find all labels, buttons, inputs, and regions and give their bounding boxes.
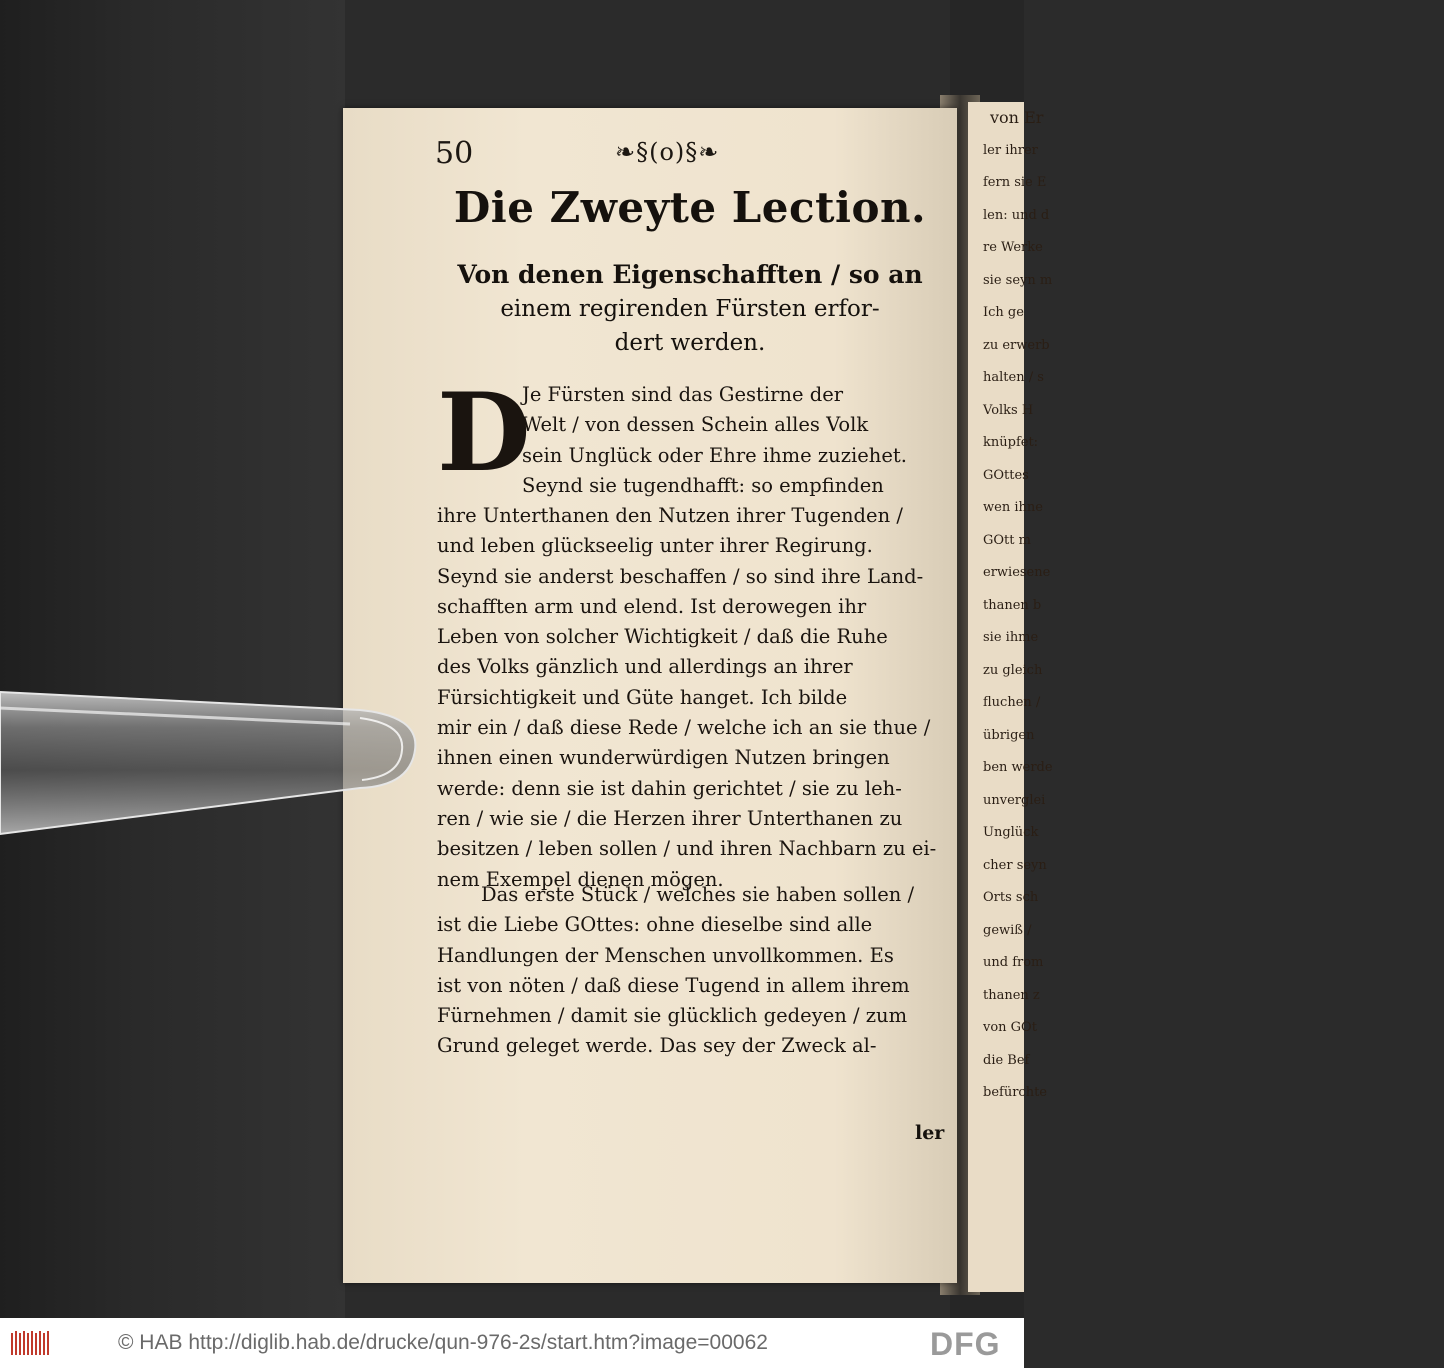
next-page-line: unverglei: [983, 792, 1046, 808]
next-page-line: fern sie E: [983, 175, 1047, 190]
next-page-line: wen ihne: [983, 500, 1043, 515]
next-page-line: und from: [983, 955, 1044, 970]
next-page-line: fluchen /: [983, 695, 1041, 710]
decorated-initial: D: [437, 370, 531, 496]
text-line: ihre Unterthanen den Nutzen ihrer Tugenden /: [437, 504, 903, 527]
next-page-line: thanen z: [983, 987, 1040, 1003]
text-line: und leben glückseelig unter ihrer Regirung.: [437, 534, 873, 558]
dfg-logo: DFG: [930, 1326, 1001, 1362]
next-page-edge: [968, 102, 1053, 1292]
text-line: nem Exempel dienen mögen.: [437, 867, 724, 891]
scanner-backdrop-left: [0, 0, 345, 1318]
next-page-line: GOttes: [983, 467, 1029, 483]
text-line: Leben von solcher Wichtigkeit / daß die Ruhe: [437, 625, 888, 649]
text-line: Seynd sie tugendhafft: so empfinden: [522, 473, 884, 497]
text-line: ist von nöten / daß diese Tugend in allem ihrem: [437, 973, 910, 997]
next-page-line: knüpfet:: [983, 435, 1039, 450]
catchword: ler: [915, 1122, 945, 1144]
next-page-line: thanen b: [983, 597, 1042, 613]
next-page-line: cher seyn: [983, 857, 1047, 873]
glass-page-holder: [0, 688, 420, 838]
paragraph-1: [437, 501, 945, 895]
subtitle-line: dert werden.: [614, 330, 766, 356]
next-page-line: zu gleich: [983, 662, 1043, 678]
next-page-line: gewiß /: [983, 922, 1032, 938]
header-ornament: ❧§(o)§❧: [615, 138, 720, 166]
copyright-link[interactable]: © HAB http://diglib.hab.de/drucke/qun-976-2s/start.htm?image=00062: [118, 1331, 768, 1354]
text-line: Seynd sie anderst beschaffen / so sind ihre Land-: [437, 564, 924, 588]
next-page-line: erwiesene: [983, 565, 1051, 580]
text-line: Welt / von dessen Schein alles Volk: [522, 413, 869, 437]
subtitle-line: einem regirenden Fürsten erfor-: [500, 296, 880, 322]
next-page-line: die Bef: [983, 1052, 1030, 1068]
subtitle-line: Von denen Eigenschafften / so an: [457, 260, 923, 289]
paragraph-2: [437, 880, 945, 1062]
text-line: besitzen / leben sollen / und ihren Nachbarn zu ei-: [437, 837, 937, 861]
text-line: Das erste Stück / welches sie haben sollen /: [481, 883, 915, 906]
text-line: Grund geleget werde. Das sey der Zweck al-: [437, 1034, 877, 1058]
next-page-line: Ich ge: [983, 305, 1024, 320]
next-page-line: GOtt m: [983, 532, 1031, 548]
next-page-line: ben werde: [983, 760, 1053, 775]
text-line: sein Unglück oder Ehre ihme zuziehet.: [522, 443, 907, 467]
next-page-line: len: und d: [983, 207, 1050, 223]
next-page-line: re Werke: [983, 240, 1043, 255]
text-line: schafften arm und elend. Ist derowegen ihr: [437, 594, 867, 618]
next-page-line: Orts sch: [983, 890, 1039, 905]
next-page-line: Unglück: [983, 825, 1039, 840]
text-line: des Volks gänzlich und allerdings an ihrer: [437, 655, 853, 679]
text-line: Je Fürsten sind das Gestirne der: [522, 383, 844, 406]
next-page-line: befürchte: [983, 1085, 1047, 1100]
text-line: Fürsichtigkeit und Güte hanget. Ich bilde: [437, 685, 848, 709]
page-number: 50: [435, 136, 474, 171]
next-page-line: sie ihme: [983, 630, 1039, 645]
text-line: werde: denn sie ist dahin gerichtet / sie zu leh-: [437, 776, 902, 800]
next-page-line: übrigen: [983, 727, 1035, 743]
chapter-subtitle: [430, 258, 950, 360]
next-page-line: von GOt: [983, 1020, 1037, 1035]
text-line: Handlungen der Menschen unvollkommen. Es: [437, 943, 894, 967]
next-page-line: ler ihrer: [983, 142, 1038, 158]
text-line: ist die Liebe GOttes: ohne dieselbe sind alle: [437, 913, 873, 937]
text-line: mir ein / daß diese Rede / welche ich an sie thue /: [437, 716, 931, 740]
chapter-title: Die Zweyte Lection.: [453, 183, 927, 232]
text-line: Fürnehmen / damit sie glücklich gedeyen / zum: [437, 1004, 908, 1028]
page-header: [435, 136, 945, 176]
library-logo-icon: [10, 1329, 50, 1357]
next-page-line: Volks H: [983, 402, 1034, 418]
text-line: ren / wie sie / die Herzen ihrer Unterthanen zu: [437, 806, 903, 830]
next-page-line: halten / s: [983, 370, 1044, 385]
next-page-line: zu erwerb: [983, 337, 1050, 353]
next-page-line: sie seyn m: [983, 272, 1053, 288]
text-line: ihnen einen wunderwürdigen Nutzen bringen: [437, 746, 890, 770]
next-page-line: von Er: [990, 108, 1044, 127]
paragraph-1-indented: [522, 380, 945, 501]
